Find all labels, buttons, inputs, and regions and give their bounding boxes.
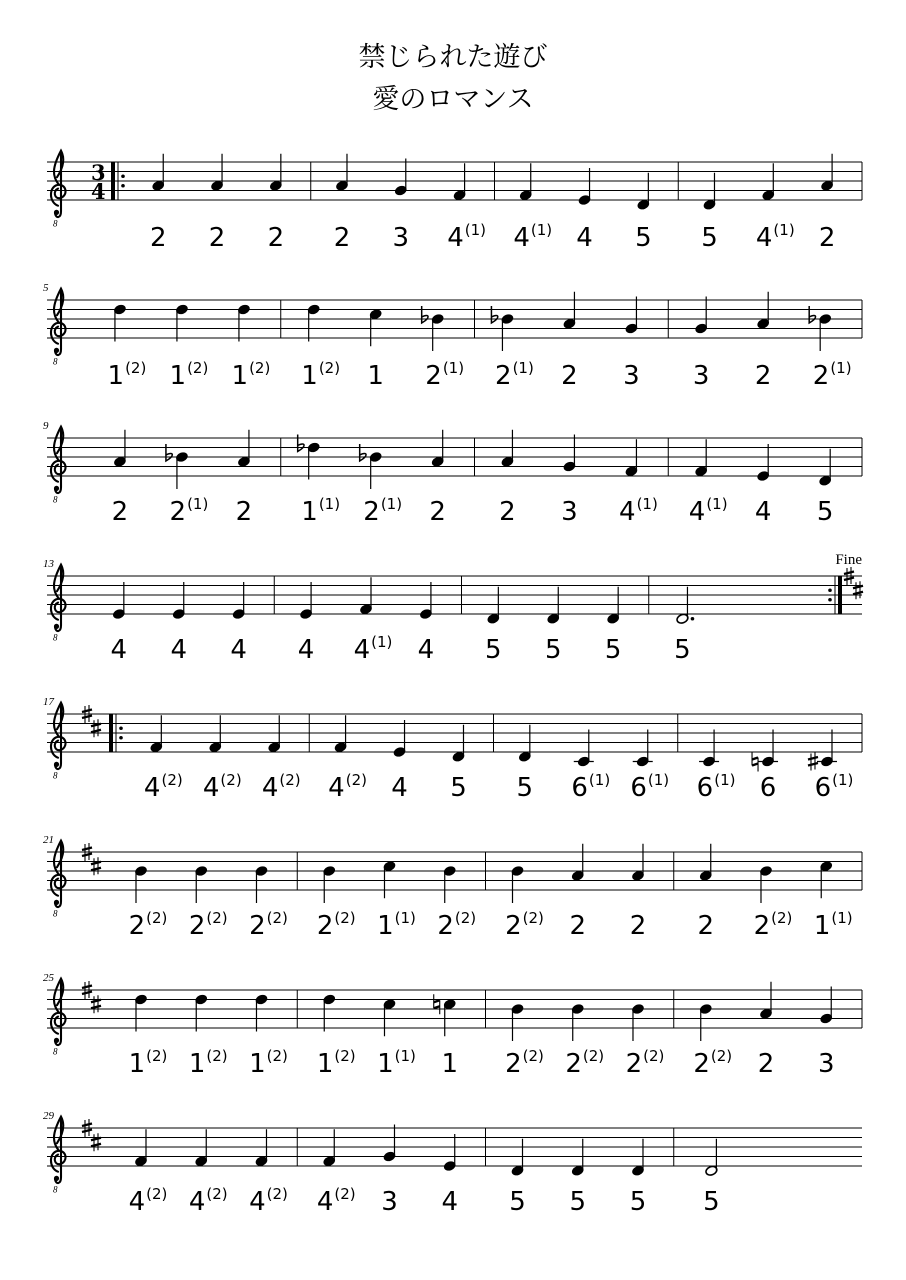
note xyxy=(255,1129,268,1167)
fingering: 4 xyxy=(391,773,408,803)
note xyxy=(703,173,716,211)
note xyxy=(134,994,147,1032)
fingering: 5 xyxy=(635,223,652,253)
fingering: 2 xyxy=(149,223,167,253)
fingering: 2 xyxy=(697,911,715,941)
note xyxy=(676,587,694,625)
fingering: 4$^{(2)}$ xyxy=(328,771,367,803)
fingering: 2$^{(2)}$ xyxy=(128,909,168,941)
note xyxy=(195,1129,208,1167)
fingering: 2 xyxy=(499,497,516,527)
note xyxy=(195,994,208,1032)
note xyxy=(383,998,396,1036)
note xyxy=(511,1003,524,1041)
note xyxy=(820,860,833,898)
fingering: 4$^{(1)}$ xyxy=(353,633,393,665)
fingering: 4$^{(1)}$ xyxy=(513,221,553,253)
note xyxy=(237,304,250,342)
fingering: 2$^{(1)}$ xyxy=(169,495,209,527)
fingering: 2 xyxy=(333,223,351,253)
note xyxy=(625,297,638,335)
note xyxy=(818,449,831,487)
measure-number: 13 xyxy=(43,558,54,570)
fingering: 2$^{(2)}$ xyxy=(316,909,356,941)
fingering: 2 xyxy=(818,223,836,253)
note xyxy=(633,730,653,768)
note xyxy=(431,430,444,468)
measure-number: 5 xyxy=(43,282,49,294)
note xyxy=(820,987,833,1025)
measure xyxy=(689,439,834,527)
fingering: 5 xyxy=(703,1187,720,1217)
measure xyxy=(499,430,668,527)
note xyxy=(752,730,778,772)
staff-system xyxy=(43,420,862,527)
page-subtitle: 愛のロマンス xyxy=(372,84,534,115)
note xyxy=(756,292,769,330)
note xyxy=(335,154,348,192)
note xyxy=(699,730,719,768)
clef-dot xyxy=(54,1176,59,1181)
fingering: 1$^{(2)}$ xyxy=(301,359,341,391)
clef-dot xyxy=(54,1038,59,1043)
note xyxy=(175,304,188,342)
measure xyxy=(513,162,678,253)
staff-system xyxy=(43,972,862,1079)
note xyxy=(606,587,619,625)
repeat-thick-bar xyxy=(111,162,115,200)
fingering: 1$^{(1)}$ xyxy=(813,909,853,941)
note xyxy=(255,865,268,903)
note xyxy=(756,444,769,482)
note xyxy=(383,1125,396,1163)
note xyxy=(694,439,707,477)
fingering: 4$^{(1)}$ xyxy=(447,221,486,253)
clef-dot xyxy=(54,486,59,491)
measure xyxy=(129,852,298,941)
note xyxy=(172,582,185,620)
fingering: 1$^{(2)}$ xyxy=(316,1047,356,1079)
note xyxy=(334,715,347,753)
measure xyxy=(144,714,309,803)
note xyxy=(759,865,772,903)
note xyxy=(393,720,406,758)
measure xyxy=(693,982,834,1079)
note xyxy=(511,1139,524,1177)
fingering: 2$^{(1)}$ xyxy=(363,495,403,527)
note xyxy=(563,292,576,330)
measure xyxy=(328,714,493,803)
fingering: 6$^{(1)}$ xyxy=(630,771,670,803)
measure-number: 17 xyxy=(43,696,54,708)
note xyxy=(209,715,222,753)
fingering: 1 xyxy=(367,361,384,391)
fingering: 4$^{(2)}$ xyxy=(316,1185,356,1217)
note xyxy=(808,730,837,771)
page-title: 禁じられた遊び xyxy=(358,42,548,73)
measure-number: 25 xyxy=(43,972,54,984)
measure xyxy=(505,990,674,1079)
measure xyxy=(112,430,281,527)
measure xyxy=(301,300,474,391)
measure-number: 29 xyxy=(43,1110,54,1122)
fingering: 1$^{(2)}$ xyxy=(107,359,147,391)
fingering: 5 xyxy=(569,1187,587,1217)
measure xyxy=(517,714,678,803)
fingering: 6$^{(1)}$ xyxy=(814,771,854,803)
treble-clef-icon xyxy=(51,1117,66,1183)
measure-number: 9 xyxy=(43,420,49,432)
note xyxy=(519,163,532,201)
note xyxy=(571,1139,584,1177)
fingering: 2$^{(2)}$ xyxy=(505,909,544,941)
fingering: 2$^{(2)}$ xyxy=(565,1047,605,1079)
fingering: 5 xyxy=(629,1187,647,1217)
note xyxy=(699,1003,712,1041)
repeat-dot xyxy=(119,736,123,740)
measure xyxy=(701,154,835,253)
clef-dot xyxy=(54,210,59,215)
fingering: 2 xyxy=(111,497,129,527)
fingering: 6$^{(1)}$ xyxy=(571,771,611,803)
repeat-dot xyxy=(121,184,125,188)
fingering: 5 xyxy=(509,1187,526,1217)
measure xyxy=(693,292,852,391)
note xyxy=(574,730,594,768)
note xyxy=(571,1003,584,1041)
fingering: 3 xyxy=(817,1049,835,1079)
treble-clef-icon xyxy=(51,427,66,493)
fingering: 3 xyxy=(692,361,710,391)
staff-system xyxy=(43,834,862,941)
fingering: 5 xyxy=(816,497,834,527)
measure xyxy=(129,990,298,1079)
note xyxy=(694,297,707,335)
measure xyxy=(674,587,694,665)
note xyxy=(820,154,833,192)
fingering: 4 xyxy=(170,635,188,665)
note xyxy=(453,163,466,201)
fingering: 2 xyxy=(757,1049,775,1079)
fingering: 3 xyxy=(623,361,640,391)
note xyxy=(443,865,456,903)
fingering: 2 xyxy=(754,361,772,391)
octave-mark: 8 xyxy=(53,632,58,643)
fingering: 1$^{(2)}$ xyxy=(188,1047,228,1079)
measure xyxy=(703,1139,720,1217)
staff-system xyxy=(47,151,862,253)
fingering: 1$^{(2)}$ xyxy=(169,359,209,391)
clef-dot xyxy=(54,624,59,629)
fingering: 4 xyxy=(754,497,772,527)
note xyxy=(419,582,432,620)
fingering: 3 xyxy=(392,223,410,253)
note xyxy=(434,994,457,1036)
note xyxy=(625,439,638,477)
fingering: 2$^{(1)}$ xyxy=(425,359,465,391)
fingering: 5 xyxy=(485,635,502,665)
note xyxy=(578,168,591,206)
note xyxy=(563,435,576,473)
fingering: 4$^{(2)}$ xyxy=(202,771,242,803)
note xyxy=(369,308,382,346)
fingering: 1$^{(1)}$ xyxy=(377,909,416,941)
octave-mark: 8 xyxy=(53,218,58,229)
clef-dot xyxy=(54,900,59,905)
repeat-thick-bar xyxy=(838,576,842,614)
measure xyxy=(129,1128,298,1217)
octave-mark: 8 xyxy=(53,1046,58,1057)
note xyxy=(113,304,126,342)
fingering: 4$^{(2)}$ xyxy=(188,1185,228,1217)
treble-clef-icon xyxy=(51,841,66,907)
treble-clef-icon xyxy=(51,151,66,217)
measure xyxy=(491,292,668,391)
note xyxy=(443,1134,456,1172)
note xyxy=(150,715,163,753)
fingering: 2 xyxy=(429,497,446,527)
note xyxy=(705,1139,718,1177)
treble-clef-icon xyxy=(51,979,66,1045)
staff-system xyxy=(43,282,862,391)
note xyxy=(547,587,560,625)
note xyxy=(359,577,372,615)
fingering: 2$^{(2)}$ xyxy=(249,909,288,941)
note xyxy=(152,154,165,192)
clef-dot xyxy=(54,348,59,353)
fingering: 2 xyxy=(569,911,587,941)
fingering: 1$^{(1)}$ xyxy=(301,495,341,527)
treble-clef-icon xyxy=(51,289,66,355)
note xyxy=(232,582,245,620)
note xyxy=(134,865,147,903)
treble-clef-icon xyxy=(51,703,66,769)
note xyxy=(394,159,407,197)
measure xyxy=(485,576,649,665)
repeat-dot xyxy=(828,588,832,592)
measure xyxy=(505,844,674,941)
fingering: 2 xyxy=(235,497,253,527)
fingering: 5 xyxy=(701,223,718,253)
measure-number: 21 xyxy=(43,834,54,846)
fingering: 2 xyxy=(629,911,647,941)
octave-mark: 8 xyxy=(53,494,58,505)
fingering: 1$^{(2)}$ xyxy=(249,1047,288,1079)
repeat-dot xyxy=(828,598,832,602)
fingering: 2$^{(2)}$ xyxy=(437,909,477,941)
measure xyxy=(509,1128,674,1217)
note xyxy=(210,154,223,192)
treble-clef-icon xyxy=(51,565,66,631)
note xyxy=(571,844,584,882)
fingering: 5 xyxy=(450,773,467,803)
time-bottom: 4 xyxy=(91,179,106,204)
measure xyxy=(298,430,475,527)
octave-mark: 8 xyxy=(53,1184,58,1195)
fingering: 4$^{(2)}$ xyxy=(261,771,301,803)
time-signature xyxy=(91,160,106,204)
note xyxy=(518,725,531,763)
measure xyxy=(111,576,275,665)
fingering: 4$^{(2)}$ xyxy=(249,1185,288,1217)
dot xyxy=(691,617,695,621)
fine-mark: Fine xyxy=(835,552,862,568)
fingering: 6$^{(1)}$ xyxy=(696,771,736,803)
note xyxy=(195,865,208,903)
fingering: 4 xyxy=(441,1187,459,1217)
fingering: 3 xyxy=(561,497,578,527)
fingering: 4$^{(2)}$ xyxy=(143,771,183,803)
fingering: 5 xyxy=(674,635,691,665)
fingering: 5 xyxy=(516,773,534,803)
repeat-thick-bar xyxy=(109,714,113,752)
measure xyxy=(697,844,852,941)
fingering: 2 xyxy=(267,223,285,253)
fingering: 1$^{(2)}$ xyxy=(128,1047,168,1079)
note xyxy=(237,430,250,468)
note xyxy=(323,865,336,903)
fingering: 4$^{(1)}$ xyxy=(619,495,658,527)
repeat-dot xyxy=(119,726,123,730)
measure xyxy=(334,154,495,253)
fingering: 2$^{(2)}$ xyxy=(188,909,228,941)
staff-system xyxy=(43,1110,862,1217)
note xyxy=(323,994,336,1032)
measure xyxy=(317,990,486,1079)
fingering: 6 xyxy=(759,773,777,803)
fingering: 2$^{(1)}$ xyxy=(812,359,852,391)
octave-mark: 8 xyxy=(53,770,58,781)
fingering: 4 xyxy=(230,635,247,665)
staff-system xyxy=(43,552,863,665)
note xyxy=(299,582,312,620)
fingering: 4$^{(1)}$ xyxy=(755,221,795,253)
note xyxy=(631,844,644,882)
note xyxy=(501,430,514,468)
measure xyxy=(150,154,311,253)
fingering: 2$^{(2)}$ xyxy=(625,1047,665,1079)
fingering: 1$^{(1)}$ xyxy=(377,1047,416,1079)
note xyxy=(631,1003,644,1041)
fingering: 5 xyxy=(604,635,622,665)
fingering: 3 xyxy=(381,1187,398,1217)
note xyxy=(511,865,524,903)
note xyxy=(699,844,712,882)
staff-system xyxy=(43,696,862,803)
fingering: 4$^{(1)}$ xyxy=(688,495,728,527)
time-top: 3 xyxy=(91,160,106,185)
note xyxy=(255,994,268,1032)
clef-dot xyxy=(54,762,59,767)
fingering: 5 xyxy=(544,635,562,665)
fingering: 4 xyxy=(297,635,315,665)
note xyxy=(762,163,775,201)
fingering: 4 xyxy=(110,635,128,665)
note xyxy=(269,154,282,192)
fingering: 1 xyxy=(441,1049,459,1079)
note xyxy=(112,582,125,620)
fingering: 4$^{(2)}$ xyxy=(128,1185,168,1217)
note xyxy=(487,587,500,625)
octave-mark: 8 xyxy=(53,908,58,919)
fingering: 2 xyxy=(208,223,226,253)
measure xyxy=(697,730,854,804)
fingering: 2$^{(2)}$ xyxy=(753,909,793,941)
note xyxy=(307,304,320,342)
note xyxy=(134,1129,147,1167)
measure xyxy=(108,300,281,391)
fingering: 1$^{(2)}$ xyxy=(231,359,271,391)
fingering: 2$^{(2)}$ xyxy=(693,1047,733,1079)
note xyxy=(268,715,281,753)
repeat-dot xyxy=(121,174,125,178)
note xyxy=(323,1129,336,1167)
note xyxy=(452,725,465,763)
note xyxy=(759,982,772,1020)
note xyxy=(383,860,396,898)
fingering: 2$^{(2)}$ xyxy=(505,1047,544,1079)
measure xyxy=(317,1125,486,1218)
note xyxy=(637,173,650,211)
fingering: 4 xyxy=(576,223,593,253)
measure xyxy=(317,852,486,941)
fingering: 2 xyxy=(561,361,578,391)
fingering: 2$^{(1)}$ xyxy=(495,359,534,391)
fingering: 4 xyxy=(417,635,435,665)
octave-mark: 8 xyxy=(53,356,58,367)
note xyxy=(631,1139,644,1177)
measure xyxy=(298,576,462,665)
note xyxy=(113,430,126,468)
